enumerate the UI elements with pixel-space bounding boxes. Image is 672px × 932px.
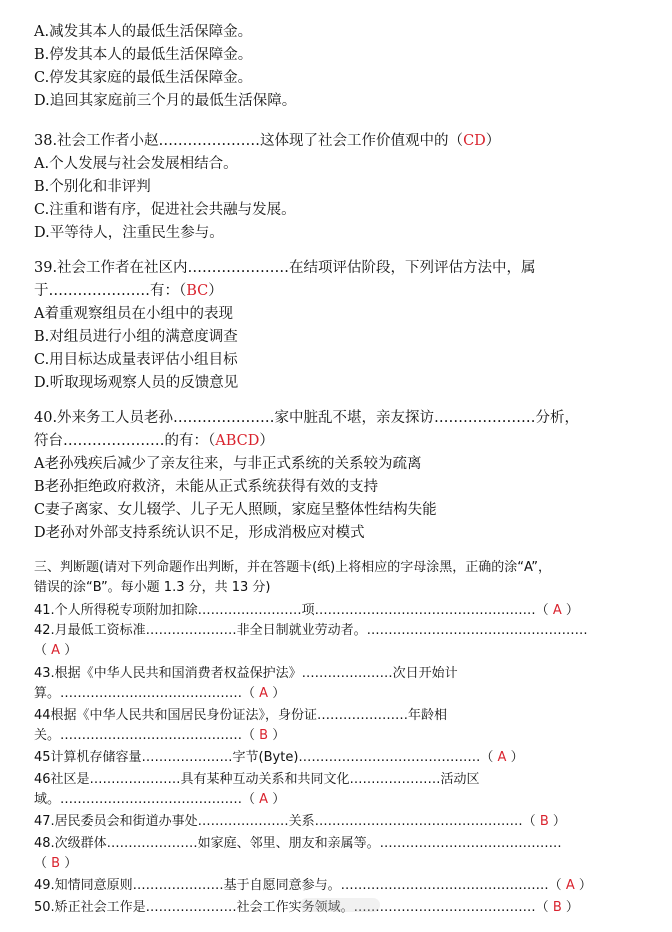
q39-stem-line1: 39.社会工作者在社区内…………………在结项评估阶段，下列评估方法中，属 — [34, 260, 536, 276]
q39-option-d: D.听取现场观察人员的反馈意见 — [34, 375, 239, 391]
q38-option-a: A.个人发展与社会发展相结合。 — [34, 156, 238, 172]
judgment-42-line1: 42.月最低工资标准…………………非全日制就业劳动者。…………………………………………… — [34, 623, 588, 638]
q38-option-c: C.注重和谐有序，促进社会共融与发展。 — [34, 202, 296, 218]
watermark-blur — [300, 898, 380, 912]
q39-stem-line2: 于…………………有：（BC） — [34, 283, 223, 299]
q39-option-a: A着重观察组员在小组中的表现 — [34, 306, 233, 322]
judgment-45-answer: A — [497, 750, 507, 765]
judgment-42-line2: （ A ） — [34, 643, 78, 658]
q37-option-b: B.停发其本人的最低生活保障金。 — [34, 47, 253, 63]
judgment-46-line1: 46社区是…………………具有某种互动关系和共同文化…………………活动区 — [34, 772, 480, 787]
judgment-47: 47.居民委员会和街道办事处…………………关系…………………………………………（ B ） — [34, 814, 566, 829]
q40-stem-line2: 符台…………………的有：（ABCD） — [34, 433, 274, 449]
section3-header-line2: 错误的涂“B”。每小题 1.3 分，共 13 分) — [34, 580, 271, 595]
judgment-48-line2: （ B ） — [34, 856, 78, 871]
judgment-43-line2: 算。……………………………………（ A ） — [34, 686, 286, 701]
q39-option-c: C.用目标达成量表评估小组目标 — [34, 352, 238, 368]
q38-option-d: D.平等待人，注重民生参与。 — [34, 225, 224, 241]
q40-option-d: D老孙对外部支持系统认识不足，形成消极应对模式 — [34, 525, 365, 541]
q37-option-c: C.停发其家庭的最低生活保障金。 — [34, 70, 253, 86]
q40-option-c: C妻子离家、女儿辍学、儿子无人照顾，家庭呈整体性结构失能 — [34, 502, 437, 518]
judgment-50-answer: B — [552, 900, 562, 915]
judgment-49: 49.知情同意原则…………………基于自愿同意参与。…………………………………………（ A ） — [34, 878, 592, 893]
judgment-41-answer: A — [552, 603, 562, 618]
q37-option-a: A.减发其本人的最低生活保障金。 — [34, 24, 253, 40]
judgment-41: 41.个人所得税专项附加扣除……………………项……………………………………………（ A ） — [34, 603, 579, 618]
judgment-44-line1: 44根据《中华人民共和国居民身份证法》，身份证…………………年龄相 — [34, 708, 448, 723]
q38-option-b: B.个别化和非评判 — [34, 179, 151, 195]
section3-header-line1: 三、判断题(请对下列命题作出判断，并在答题卡(纸)上将相应的字母涂黑，正确的涂“A”， — [34, 560, 551, 575]
q40-option-a: A老孙残疾后减少了亲友往来，与非正式系统的关系较为疏离 — [34, 456, 422, 472]
q39-answer: BC — [186, 283, 209, 299]
judgment-43-line1: 43.根据《中华人民共和国消费者权益保护法》…………………次日开始计 — [34, 666, 458, 681]
q38-answer: CD — [463, 133, 486, 149]
q37-option-d: D.追回其家庭前三个月的最低生活保障。 — [34, 93, 297, 109]
q40-answer: ABCD — [215, 433, 260, 449]
judgment-50: 50.矫正社会工作是…………………社会工作实务领域。……………………………………（ B ） — [34, 900, 579, 915]
q40-option-b: B老孙拒绝政府救济，未能从正式系统获得有效的支持 — [34, 479, 379, 495]
q38-stem: 38.社会工作者小赵…………………这体现了社会工作价值观中的（CD） — [34, 133, 501, 149]
judgment-46-line2: 域。……………………………………（ A ） — [34, 792, 286, 807]
judgment-42-answer: A — [51, 643, 61, 658]
judgment-43-answer: A — [259, 686, 269, 701]
judgment-48-line1: 48.次级群体…………………如家庭、邻里、朋友和亲属等。…………………………………… — [34, 836, 562, 851]
judgment-45: 45计算机存储容量…………………字节(Byte)……………………………………（ A ） — [34, 750, 524, 765]
judgment-44-answer: B — [259, 728, 269, 743]
q39-option-b: B.对组员进行小组的满意度调查 — [34, 329, 238, 345]
judgment-49-answer: A — [565, 878, 575, 893]
q40-stem-line1: 40.外来务工人员老孙…………………家中脏乱不堪，亲友探访…………………分析， — [34, 410, 580, 426]
judgment-44-line2: 关。……………………………………（ B ） — [34, 728, 286, 743]
judgment-48-answer: B — [51, 856, 61, 871]
judgment-46-answer: A — [259, 792, 269, 807]
judgment-47-answer: B — [539, 814, 549, 829]
